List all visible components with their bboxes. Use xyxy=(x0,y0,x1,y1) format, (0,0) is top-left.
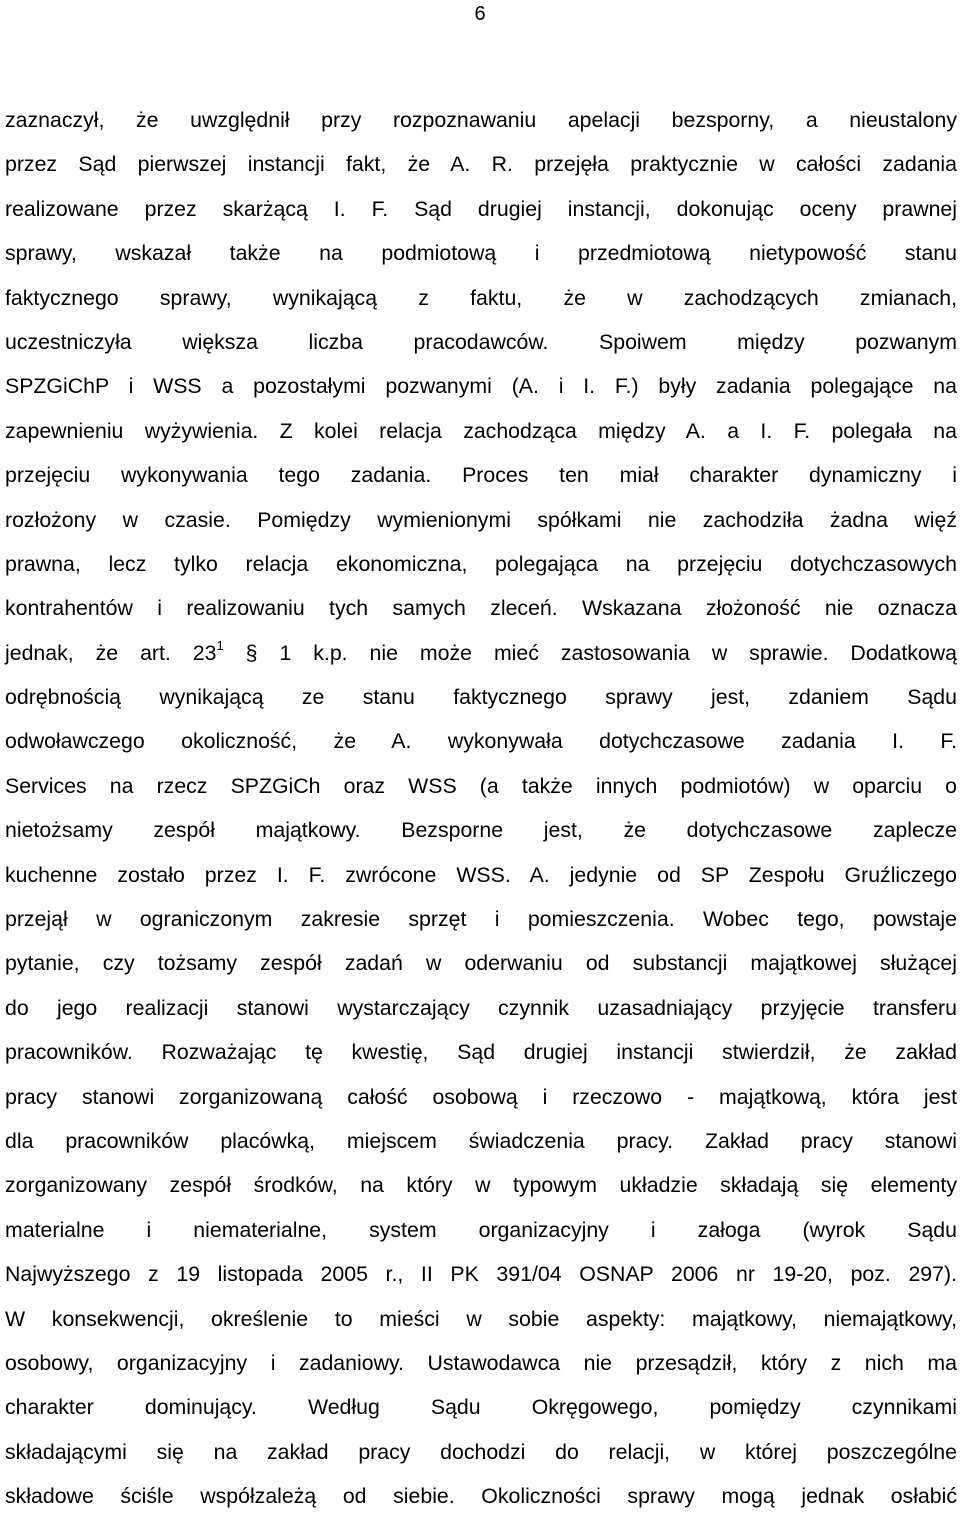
text-line: dla pracowników placówką, miejscem świadczenia pracy. Zakład pracy stanowi xyxy=(5,1128,957,1153)
text-line: osobowy, organizacyjny i zadaniowy. Ustawodawca nie przesądził, który z nich ma xyxy=(5,1350,957,1375)
text-line: składowe ściśle współzależą od siebie. Okoliczności sprawy mogą jednak osłabić xyxy=(5,1484,957,1509)
text-line-with-superscript xyxy=(5,631,957,675)
text-line: Najwyższego z 19 listopada 2005 r., II PK 391/04 OSNAP 2006 nr 19-20, poz. 297). xyxy=(5,1262,957,1287)
text-line: kontrahentów i realizowaniu tych samych zleceń. Wskazana złożoność nie oznacza xyxy=(5,596,957,621)
text-line: Services na rzecz SPZGiCh oraz WSS (a także innych podmiotów) w oparciu o xyxy=(5,773,957,798)
text-line: pracy stanowi zorganizowaną całość osobową i rzeczowo - majątkową, która jest xyxy=(5,1084,957,1109)
text-line: SPZGiChP i WSS a pozostałymi pozwanymi (A. i I. F.) były zadania polegające na xyxy=(5,374,957,399)
text-line: prawna, lecz tylko relacja ekonomiczna, polegająca na przejęciu dotychczasowych xyxy=(5,551,957,576)
text-line: przejęciu wykonywania tego zadania. Proces ten miał charakter dynamiczny i xyxy=(5,463,957,488)
text-line: uczestniczyła większa liczba pracodawców. Spoiwem między pozwanym xyxy=(5,329,957,354)
text-line: odwoławczego okoliczność, że A. wykonywała dotychczasowe zadania I. F. xyxy=(5,729,957,754)
text-line: rozłożony w czasie. Pomiędzy wymienionymi spółkami nie zachodziła żadna więź xyxy=(5,507,957,532)
text-line: kuchenne zostało przez I. F. zwrócone WSS. A. jedynie od SP Zespołu Gruźliczego xyxy=(5,862,957,887)
text-line: W konsekwencji, określenie to mieści w sobie aspekty: majątkowy, niemajątkowy, xyxy=(5,1306,957,1331)
text-segment: jednak, że art. 23 xyxy=(5,640,217,665)
text-line: odrębnością wynikającą ze stanu faktycznego sprawy jest, zdaniem Sądu xyxy=(5,685,957,710)
text-line: charakter dominujący. Według Sądu Okręgowego, pomiędzy czynnikami xyxy=(5,1395,957,1420)
text-line: nietożsamy zespół majątkowy. Bezsporne jest, że dotychczasowe zaplecze xyxy=(5,818,957,843)
text-line: sprawy, wskazał także na podmiotową i przedmiotową nietypowość stanu xyxy=(5,241,957,266)
text-line: zapewnieniu wyżywienia. Z kolei relacja zachodząca między A. a I. F. polegała na xyxy=(5,418,957,443)
superscript: 1 xyxy=(216,637,224,653)
text-line: przejął w ograniczonym zakresie sprzęt i pomieszczenia. Wobec tego, powstaje xyxy=(5,907,957,932)
text-line: materialne i niematerialne, system organizacyjny i załoga (wyrok Sądu xyxy=(5,1217,957,1242)
body-text xyxy=(5,98,957,1519)
text-line: składającymi się na zakład pracy dochodzi do relacji, w której poszczególne xyxy=(5,1439,957,1464)
text-line: do jego realizacji stanowi wystarczający czynnik uzasadniający przyjęcie transferu xyxy=(5,995,957,1020)
text-line: pracowników. Rozważając tę kwestię, Sąd drugiej instancji stwierdził, że zakład xyxy=(5,1040,957,1065)
page-number: 6 xyxy=(474,3,486,25)
text-line: faktycznego sprawy, wynikającą z faktu, że w zachodzących zmianach, xyxy=(5,285,957,310)
text-line: zaznaczył, że uwzględnił przy rozpoznawaniu apelacji bezsporny, a nieustalony xyxy=(5,108,957,132)
text-line: przez Sąd pierwszej instancji fakt, że A. R. przejęła praktycznie w całości zadania xyxy=(5,152,957,177)
text-segment: § 1 k.p. nie może mieć zastosowania w sprawie. Dodatkową xyxy=(223,640,957,665)
text-line: realizowane przez skarżącą I. F. Sąd drugiej instancji, dokonując oceny prawnej xyxy=(5,196,957,221)
text-line: zorganizowany zespół środków, na który w typowym układzie składają się elementy xyxy=(5,1173,957,1198)
text-line: pytanie, czy tożsamy zespół zadań w oderwaniu od substancji majątkowej służącej xyxy=(5,951,957,976)
